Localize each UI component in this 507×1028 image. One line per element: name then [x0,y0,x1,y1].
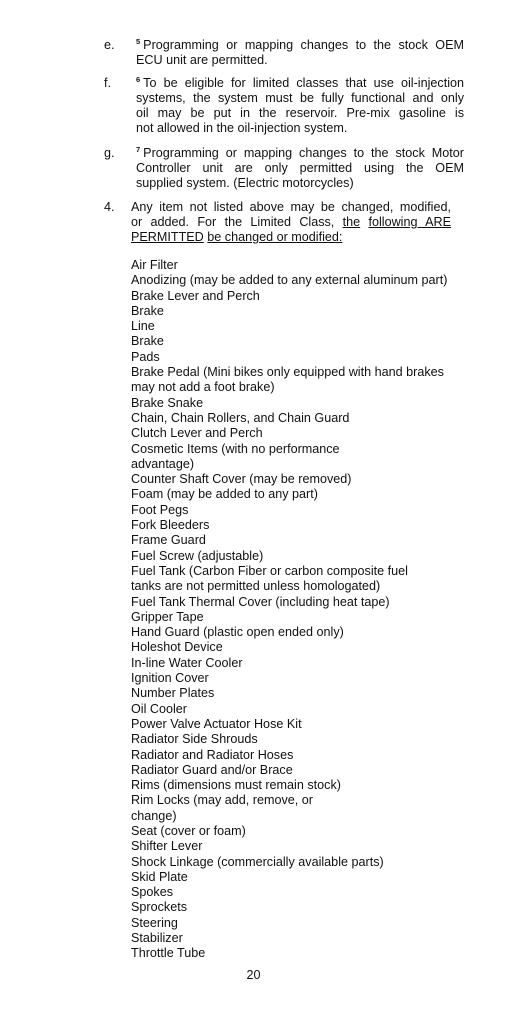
sub-item-line: ECU unit are permitted. [136,53,268,67]
list-item: Brake Pedal (Mini bikes only equipped with hand brakes [131,365,444,380]
list-item: Holeshot Device [131,640,223,655]
list-item: advantage) [131,456,195,471]
list-item: In-line Water Cooler [131,655,243,670]
line-text: Programming or mapping changes to the stock Motor [143,146,464,160]
list-item: Shock Linkage (commercially available parts) [131,854,384,869]
list-item: Fuel Tank Thermal Cover (including heat tape) [131,594,390,609]
list-item: Stabilizer [131,931,183,946]
list-item: Foot Pegs [131,502,189,517]
list-item: Radiator Side Shrouds [131,732,258,747]
list-item: Brake Lever and Perch [131,288,260,303]
sub-item-text [136,38,464,68]
list-item: Fork Bleeders [131,518,210,533]
sub-item-text [136,76,464,136]
sub-item-line [136,76,464,91]
list-item: Fuel Screw (adjustable) [131,548,264,563]
list-item: Counter Shaft Cover (may be removed) [131,472,352,487]
list-item: change) [131,808,177,823]
list-item: Power Valve Actuator Hose Kit [131,716,302,731]
list-item: Radiator and Radiator Hoses [131,747,294,762]
sub-item-line [136,146,464,161]
list-item: Gripper Tape [131,609,204,624]
underlined-text: the [342,215,361,229]
sub-item-line: oil may be put in the reservoir. Pre-mix gasoline is [136,106,464,120]
list-item: Seat (cover or foam) [131,823,246,838]
list-item: Brake Snake [131,395,204,410]
permitted-parts-list [131,258,471,962]
list-item: Air Filter [131,258,178,272]
line-text: or added. For the Limited Class, [131,215,335,229]
list-item: Rims (dimensions must remain stock) [131,778,341,793]
sub-item-line: not allowed in the oil-injection system. [136,121,348,135]
list-item: Cosmetic Items (with no performance [131,441,340,456]
list-item: Anodizing (may be added to any external aluminum part) [131,273,448,288]
list-item: Oil Cooler [131,701,187,716]
footnote-marker: 5 [136,36,141,46]
item-4-text [131,200,451,245]
list-item: Line [131,319,155,334]
line-text: Programming or mapping changes to the stock OEM [143,38,464,52]
list-item: Brake [131,303,164,318]
list-item: Skid Plate [131,869,188,884]
sub-item-line [136,38,464,53]
sub-item-line: supplied system. (Electric motorcycles) [136,176,354,190]
list-item: Throttle Tube [131,946,206,961]
list-item: Pads [131,349,160,364]
list-item: Clutch Lever and Perch [131,426,263,441]
list-item: tanks are not permitted unless homologated) [131,579,381,594]
sub-item-line: Controller unit are only permitted using the OEM [136,161,464,175]
list-item: Hand Guard (plastic open ended only) [131,625,344,640]
list-item: Steering [131,915,178,930]
list-item: Rim Locks (may add, remove, or [131,793,313,808]
underlined-text: be changed or modified: [207,230,343,244]
underlined-text: PERMITTED [131,230,204,244]
sub-item-letter: f. [104,76,111,90]
item-4-line: Any item not listed above may be changed, modified, [131,200,451,214]
list-item: Spokes [131,885,174,900]
underlined-text: following ARE [368,215,452,229]
item-4-number: 4. [104,200,115,214]
footnote-marker: 7 [136,144,141,154]
item-4-line [131,215,451,230]
list-item: Shifter Lever [131,839,203,854]
list-item: Fuel Tank (Carbon Fiber or carbon composite fuel [131,563,408,578]
list-item: Chain, Chain Rollers, and Chain Guard [131,410,350,425]
list-item: may not add a foot brake) [131,380,275,395]
footnote-marker: 6 [136,74,141,84]
sub-item-line: systems, the system must be fully functional and only [136,91,464,105]
list-item: Brake [131,334,164,349]
list-item: Foam (may be added to any part) [131,487,318,502]
page-number: 20 [246,968,261,982]
list-item: Ignition Cover [131,671,209,686]
list-item: Sprockets [131,900,187,915]
sub-item-letter: e. [104,38,115,52]
list-item: Radiator Guard and/or Brace [131,762,293,777]
item-4-line [131,230,451,245]
line-text: To be eligible for limited classes that use oil-injection [143,76,464,90]
sub-item-letter: g. [104,146,115,160]
sub-item-text [136,146,464,191]
list-item: Number Plates [131,686,215,701]
list-item: Frame Guard [131,533,206,548]
